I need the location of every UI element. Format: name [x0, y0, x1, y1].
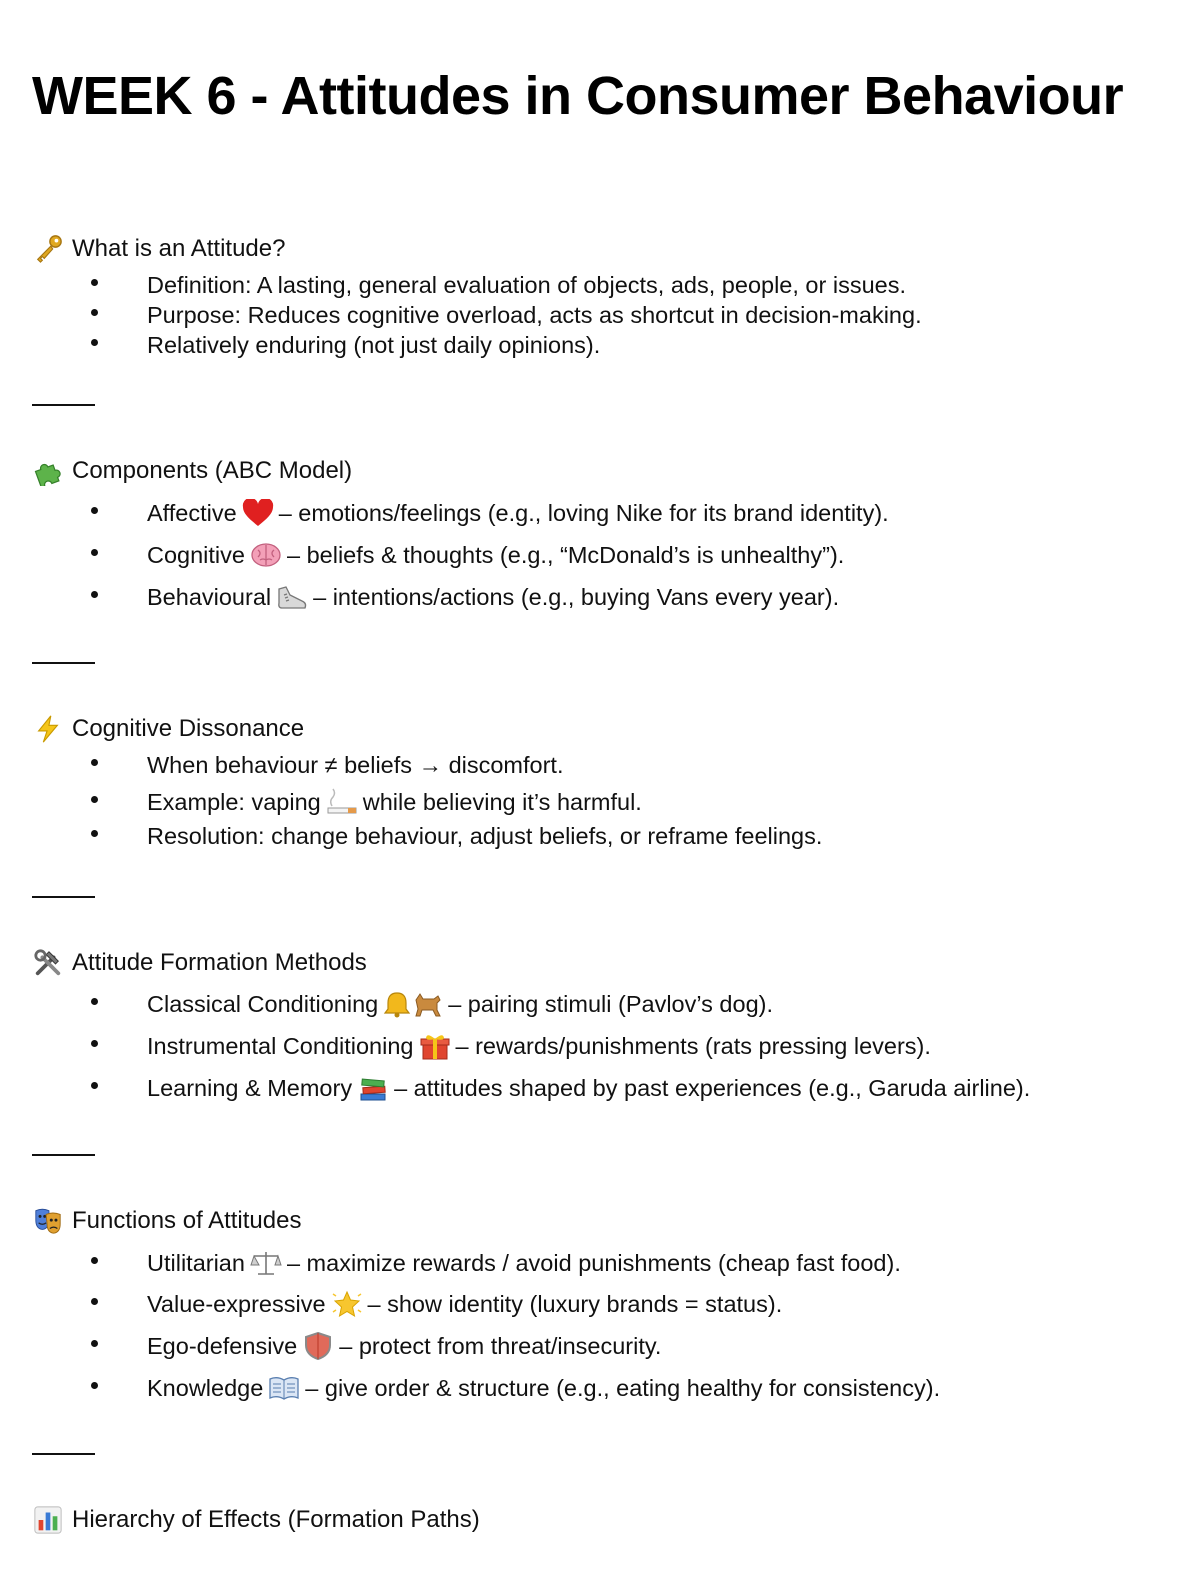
list-item: [0, 1029, 1200, 1063]
bullet-dot: [91, 759, 98, 766]
list-item: [0, 1371, 1200, 1405]
bullet-dot: [91, 1298, 98, 1305]
bullet-text: Purpose: Reduces cognitive overload, acts as shortcut in decision-making.: [147, 301, 922, 328]
bullet-text: Value-expressive: [147, 1290, 326, 1317]
bullet-text: Cognitive: [147, 541, 245, 568]
list-item: [0, 538, 1200, 572]
list-item: [0, 1287, 1200, 1321]
section-heading: [32, 712, 304, 746]
bullet-text-after: – rewards/punishments (rats pressing levers).: [455, 1032, 931, 1059]
bullet-dot: [91, 591, 98, 598]
list-item: [0, 580, 1200, 614]
list-item: [0, 1246, 1200, 1280]
red-heart-icon: [241, 498, 275, 528]
bell-and-dog-icon: [382, 989, 444, 1019]
bullet-text-after: – maximize rewards / avoid punishments (cheap fast food).: [286, 1249, 901, 1276]
list-item: [0, 268, 1200, 302]
cigarette-icon: [325, 787, 359, 817]
bullet-text: Classical Conditioning: [147, 990, 379, 1017]
bullet-text-after: – show identity (luxury brands = status).: [367, 1290, 783, 1317]
list-item: [0, 298, 1200, 332]
section-heading: [32, 1204, 301, 1238]
shield-icon: [301, 1331, 335, 1361]
section-divider: [32, 1453, 95, 1455]
bullet-dot: [91, 1340, 98, 1347]
section-divider: [32, 896, 95, 898]
bullet-dot: [91, 796, 98, 803]
bullet-text-after: – attitudes shaped by past experiences (e.g., Garuda airline).: [394, 1074, 1031, 1101]
list-item: [0, 328, 1200, 362]
glowing-star-icon: [330, 1289, 364, 1319]
list-item: [0, 819, 1200, 853]
bullet-text-after: – intentions/actions (e.g., buying Vans every year).: [313, 583, 840, 610]
brain-icon: [249, 540, 283, 570]
list-item: [0, 987, 1200, 1021]
section-heading-text: Cognitive Dissonance: [72, 715, 305, 742]
bullet-dot: [91, 998, 98, 1005]
section-heading: [32, 1503, 480, 1537]
bullet-dot: [91, 279, 98, 286]
bullet-text: When behaviour ≠ beliefs → discomfort.: [147, 751, 564, 778]
section-divider: [32, 1154, 95, 1156]
list-item: [0, 1329, 1200, 1363]
section-heading: [32, 232, 285, 266]
bullet-dot: [91, 1082, 98, 1089]
bullet-text: Instrumental Conditioning: [147, 1032, 414, 1059]
list-item: [0, 1071, 1200, 1105]
books-icon: [356, 1073, 390, 1103]
bullet-dot: [91, 507, 98, 514]
bullet-text-after: – emotions/feelings (e.g., loving Nike for its brand identity).: [278, 499, 889, 526]
lightning-icon: [32, 713, 64, 745]
bullet-text: Example: vaping: [147, 788, 321, 815]
bullet-dot: [91, 1257, 98, 1264]
list-item: [0, 785, 1200, 819]
sneaker-icon: [275, 582, 309, 612]
bar-chart-icon: [32, 1504, 64, 1536]
bullet-text: Resolution: change behaviour, adjust beliefs, or reframe feelings.: [147, 822, 823, 849]
section-heading-text: Functions of Attitudes: [72, 1207, 302, 1234]
open-book-icon: [267, 1373, 301, 1403]
bullet-text-after: – give order & structure (e.g., eating healthy for consistency).: [305, 1374, 941, 1401]
bullet-text: Definition: A lasting, general evaluation of objects, ads, people, or issues.: [147, 271, 906, 298]
theater-masks-icon: [32, 1205, 64, 1237]
bullet-text: Affective: [147, 499, 237, 526]
puzzle-piece-icon: [32, 455, 64, 487]
bullet-text: Knowledge: [147, 1374, 264, 1401]
section-heading-text: What is an Attitude?: [72, 235, 286, 262]
bullet-dot: [91, 339, 98, 346]
bullet-text-after: – pairing stimuli (Pavlov’s dog).: [448, 990, 773, 1017]
bullet-text: Relatively enduring (not just daily opinions).: [147, 331, 601, 358]
gift-icon: [418, 1031, 452, 1061]
section-divider: [32, 662, 95, 664]
bullet-dot: [91, 1382, 98, 1389]
page-title: WEEK 6 - Attitudes in Consumer Behaviour: [32, 66, 1124, 126]
bullet-text: Utilitarian: [147, 1249, 245, 1276]
section-heading: [32, 946, 367, 980]
bullet-text-after: – beliefs & thoughts (e.g., “McDonald’s is unhealthy”).: [286, 541, 845, 568]
bullet-dot: [91, 830, 98, 837]
bullet-text-after: – protect from threat/insecurity.: [339, 1332, 662, 1359]
balance-scale-icon: [249, 1248, 283, 1278]
bullet-dot: [91, 309, 98, 316]
section-heading: [32, 454, 352, 488]
bullet-dot: [91, 549, 98, 556]
section-divider: [32, 404, 95, 406]
key-icon: [32, 233, 64, 265]
bullet-text: Behavioural: [147, 583, 272, 610]
section-heading-text: Hierarchy of Effects (Formation Paths): [72, 1506, 480, 1533]
section-heading-text: Attitude Formation Methods: [72, 949, 367, 976]
section-heading-text: Components (ABC Model): [72, 457, 353, 484]
hammer-wrench-icon: [32, 947, 64, 979]
list-item: [0, 748, 1200, 782]
bullet-text-after: while believing it’s harmful.: [362, 788, 642, 815]
bullet-text: Ego-defensive: [147, 1332, 298, 1359]
list-item: [0, 496, 1200, 530]
bullet-dot: [91, 1040, 98, 1047]
bullet-text: Learning & Memory: [147, 1074, 353, 1101]
